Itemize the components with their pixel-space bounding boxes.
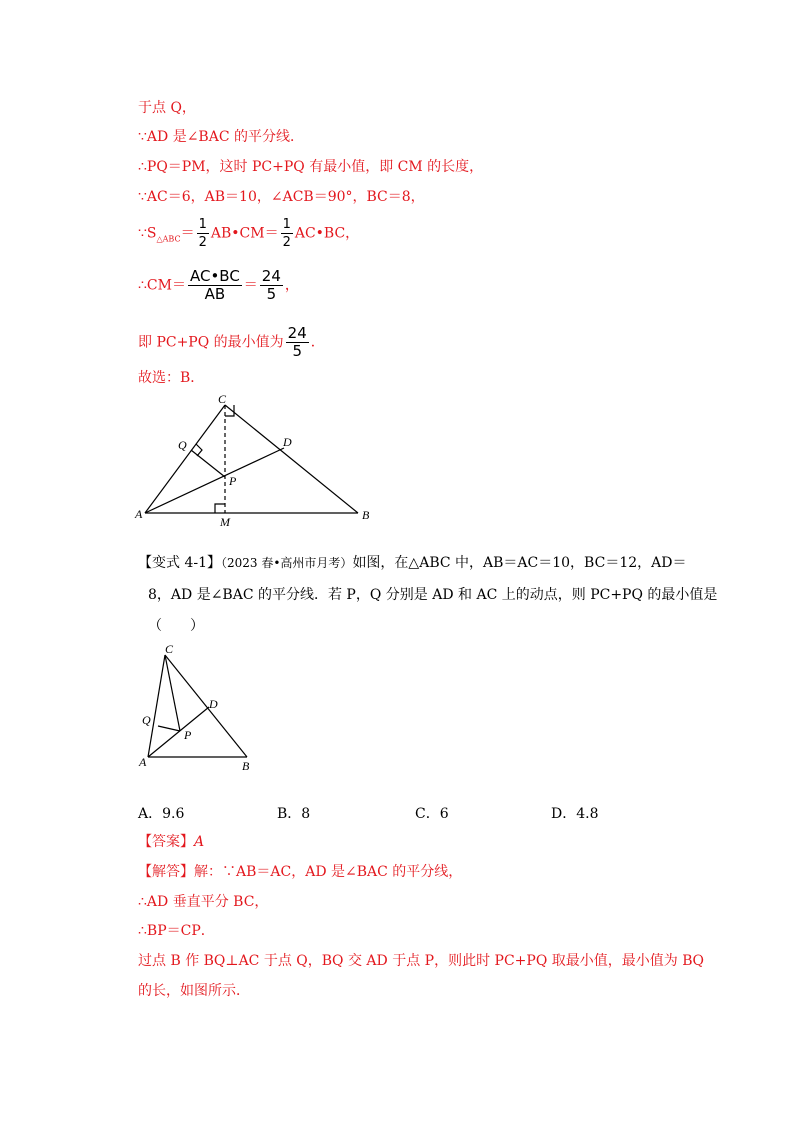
segment-ad <box>145 448 284 513</box>
label-d: D <box>283 435 292 449</box>
problem-line-2: 8，AD 是∠BAC 的平分线．若 P，Q 分别是 AD 和 AC 上的动点，则 PC+PQ 的最小值是 <box>148 587 718 603</box>
analysis-line-1 <box>138 862 462 882</box>
solution-line-2: ∵AD 是∠BAC 的平分线． <box>138 129 304 145</box>
answer-line <box>138 832 204 852</box>
area-expression-1: AB•CM＝ <box>210 225 279 242</box>
label-d: D <box>209 697 218 711</box>
label-b: B <box>242 759 250 773</box>
equals-sign: ＝ <box>243 277 258 294</box>
solution-line-8: 故选：B． <box>138 370 205 386</box>
option-b: B．8 <box>277 806 311 822</box>
half-fraction-2: $\frac{1}{2}$ <box>282 217 291 250</box>
segment-ac <box>145 405 225 513</box>
segment-ac <box>148 655 165 757</box>
answer-tag: 【答案】 <box>138 834 194 850</box>
cm-value-fraction: $\frac{24}{5}$ <box>261 267 281 303</box>
half-fraction-1: $\frac{1}{2}$ <box>198 217 207 250</box>
label-q: Q <box>178 438 187 452</box>
label-c: C <box>218 392 227 406</box>
line-end: ， <box>284 277 299 294</box>
analysis-line-3: ∴BP＝CP． <box>138 923 215 939</box>
problem-text-1: 如图，在△ABC 中，AB＝AC＝10，BC＝12，AD＝ <box>352 555 687 571</box>
analysis-line-5: 的长，如图所示． <box>138 983 250 999</box>
right-angle-m <box>215 504 225 513</box>
area-symbol: ∵S <box>138 225 157 242</box>
option-a: A．9.6 <box>138 806 185 822</box>
option-c: C．6 <box>415 806 449 822</box>
option-d: D．4.8 <box>551 806 599 822</box>
segment-ad <box>148 707 209 757</box>
segment-qp <box>158 726 180 731</box>
cm-label: ∴CM＝ <box>138 277 186 294</box>
area-expression-2: AC•BC， <box>294 225 360 242</box>
answer-value: A <box>194 834 205 850</box>
segment-cb <box>165 655 247 757</box>
analysis-line-4: 过点 B 作 BQ⊥AC 于点 Q，BQ 交 AD 于点 P，则此时 PC+PQ 取最小值，最小值为 BQ <box>138 953 704 969</box>
cm-formula-fraction: $\frac{AC•BC}{AB}$ <box>189 267 240 303</box>
equals-sign: ＝ <box>180 225 195 242</box>
line-end: ． <box>310 334 325 351</box>
solution-line-3: ∴PQ＝PM，这时 PC+PQ 有最小值，即 CM 的长度， <box>138 159 484 175</box>
segment-qp <box>191 450 225 477</box>
solution-line-4: ∵AC＝6，AB＝10，∠ACB＝90°，BC＝8， <box>138 189 425 205</box>
analysis-tag: 【解答】 <box>138 864 194 880</box>
label-a: A <box>135 507 143 521</box>
figure-1-diagram <box>130 388 390 528</box>
solution-line-1: 于点 Q， <box>138 100 196 116</box>
figure-2-diagram <box>135 640 265 775</box>
solution-line-6 <box>138 268 299 303</box>
label-q: Q <box>142 713 151 727</box>
min-value-text: 即 PC+PQ 的最小值为 <box>138 334 284 351</box>
analysis-text-1: 解：∵AB＝AC，AD 是∠BAC 的平分线， <box>194 864 463 880</box>
solution-line-5 <box>138 216 359 251</box>
label-b: B <box>362 508 370 522</box>
min-value-fraction: $\frac{24}{5}$ <box>287 324 307 360</box>
segment-cp <box>165 655 180 731</box>
label-c: C <box>165 642 174 656</box>
problem-tag: 【变式 4-1】 <box>138 555 221 571</box>
segment-cb <box>225 405 358 513</box>
solution-line-7 <box>138 325 325 360</box>
area-subscript: △ABC <box>156 234 181 244</box>
label-m: M <box>220 515 230 528</box>
label-p: P <box>184 728 192 742</box>
problem-paren: （ ） <box>148 618 204 634</box>
label-a: A <box>139 755 147 769</box>
label-p: P <box>229 474 237 488</box>
problem-source: （2023 春•高州市月考） <box>221 556 353 570</box>
analysis-line-2: ∴AD 垂直平分 BC， <box>138 894 269 910</box>
problem-line-1 <box>138 553 686 573</box>
